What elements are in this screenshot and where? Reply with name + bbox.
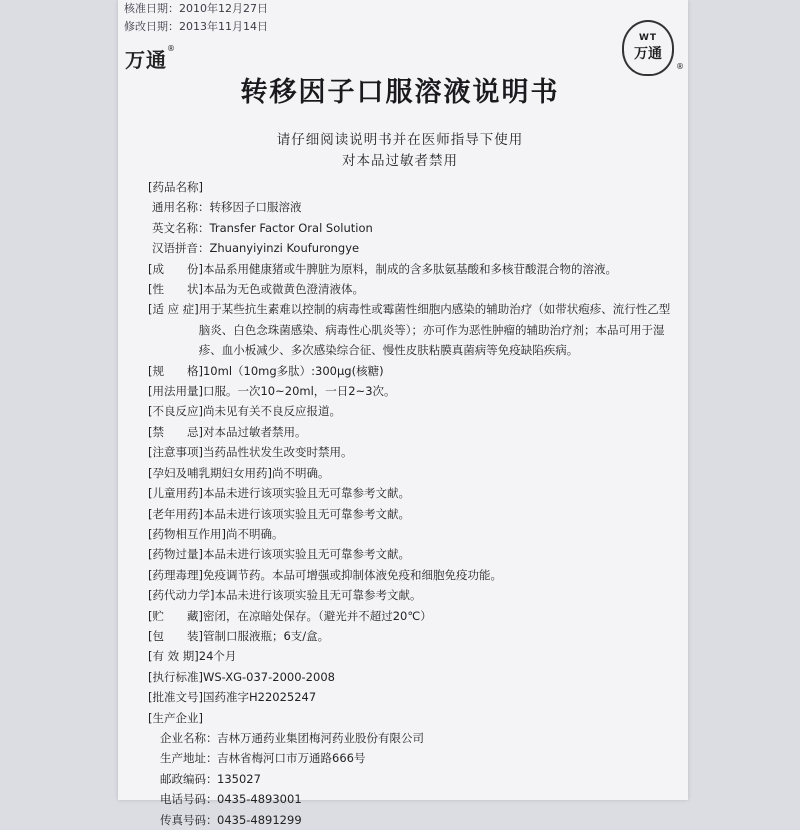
row-pinyin (148, 238, 678, 258)
row-overdose (148, 544, 678, 564)
validity-label: [有 效 期] (148, 649, 199, 664)
section-manufacturer (148, 708, 678, 728)
row-ingredients (148, 259, 678, 279)
pinyin-label: 汉语拼音： (152, 241, 210, 256)
row-contraindications (148, 422, 678, 442)
row-pediatric (148, 483, 678, 503)
standard-value: WS-XG-037-2000-2008 (202, 669, 335, 684)
row-spec (148, 361, 678, 381)
overdose-label: [药物过量] (148, 547, 203, 562)
usage-value: 口服。一次10~20ml，一日2~3次。 (202, 384, 396, 399)
seal-bottom-text: 万通 (634, 46, 662, 62)
pharmacology-label: [药理毒理] (148, 567, 203, 582)
fax-label: 传真号码： (160, 812, 218, 827)
brand-logo (125, 44, 176, 73)
geriatric-label: [老年用药] (148, 506, 203, 521)
appearance-value: 本品为无色或微黄色澄清液体。 (202, 282, 364, 297)
indications-value: 用于某些抗生素难以控制的病毒性或霉菌性细胞内感染的辅助治疗（如带状疱疹、流行性乙型脑炎、白色念珠菌感染、病毒性心肌炎等）；亦可作为恶性肿瘤的辅助治疗剂；本品可用于湿疹、血小板减少、多次感染综合征、慢性皮肤粘膜真菌病等免疫缺陷疾病。 (198, 302, 671, 358)
row-usage (148, 381, 678, 401)
contra-label: [禁 忌] (148, 424, 203, 439)
pharmacokinetics-value: 本品未进行该项实验且无可靠参考文献。 (214, 588, 422, 603)
phone-label: 电话号码： (160, 792, 218, 807)
indications-label: [适 应 症] (148, 302, 199, 317)
package-value: 管制口服液瓶；6支/盒。 (202, 628, 330, 643)
contra-value: 对本品过敏者禁用。 (202, 424, 307, 439)
adverse-label: [不良反应] (148, 404, 203, 419)
approval-label: [批准文号] (148, 690, 203, 705)
storage-label: [贮 藏] (148, 608, 203, 623)
validity-value: 24个月 (198, 649, 237, 664)
approval-value: 国药准字H22025247 (202, 690, 317, 705)
interaction-label: [药物相互作用] (148, 526, 226, 541)
row-interaction (148, 524, 678, 544)
ingredients-value: 本品系用健康猪或牛脾脏为原料，制成的含多肽氨基酸和多核苷酸混合物的溶液。 (202, 261, 617, 276)
row-pharmacokinetics (148, 585, 678, 605)
row-cautions (148, 442, 678, 462)
english-name-label: 英文名称： (152, 220, 210, 235)
row-pregnancy (148, 463, 678, 483)
adverse-value: 尚未见有关不良反应报道。 (202, 404, 341, 419)
standard-label: [执行标准] (148, 669, 203, 684)
subtitle-instruction: 请仔细阅读说明书并在医师指导下使用 (276, 132, 524, 148)
english-name-value: Transfer Factor Oral Solution (209, 220, 373, 235)
pinyin-value: Zhuanyiyinzi Koufurongye (209, 241, 360, 256)
appearance-label: [性 状] (148, 282, 203, 297)
row-company-name (148, 728, 678, 748)
pharmacokinetics-label: [药代动力学] (148, 588, 215, 603)
phone-value: 0435-4893001 (217, 792, 302, 807)
document-title: 转移因子口服溶液说明书 (240, 77, 560, 108)
row-pharmacology (148, 565, 678, 585)
row-adverse (148, 401, 678, 421)
pregnancy-value: 尚不明确。 (271, 465, 330, 480)
pediatric-label: [儿童用药] (148, 486, 203, 501)
row-approval (148, 687, 678, 707)
row-zip (148, 769, 678, 789)
generic-name-label: 通用名称： (152, 200, 210, 215)
seal-registered-mark: ® (676, 62, 684, 71)
usage-label: [用法用量] (148, 384, 203, 399)
spec-value: 10ml（10mg多肽）:300μg(核糖) (202, 363, 384, 378)
manufacturer-block (148, 728, 678, 830)
revision-date: 修改日期：2013年11月14日 (124, 20, 268, 33)
row-english-name (148, 218, 678, 238)
cautions-value: 当药品性状发生改变时禁用。 (202, 445, 353, 460)
ingredients-label: [成 份] (148, 261, 203, 276)
package-label: [包 装] (148, 628, 203, 643)
zip-value: 135027 (217, 771, 261, 786)
generic-name-value: 转移因子口服溶液 (209, 200, 302, 215)
overdose-value: 本品未进行该项实验且无可靠参考文献。 (202, 547, 410, 562)
brand-seal (622, 20, 674, 76)
row-validity (148, 646, 678, 666)
company-name-value: 吉林万通药业集团梅河药业股份有限公司 (217, 730, 424, 745)
pregnancy-label: [孕妇及哺乳期妇女用药] (148, 465, 272, 480)
date-block (124, 0, 268, 36)
zip-label: 邮政编码： (160, 771, 218, 786)
row-storage (148, 606, 678, 626)
row-fax (148, 810, 678, 830)
manufacturer-label: [生产企业] (148, 710, 203, 725)
address-label: 生产地址： (160, 751, 218, 766)
subtitle-warning: 对本品过敏者禁用 (342, 153, 458, 169)
brand-registered-mark: ® (167, 44, 176, 53)
cautions-label: [注意事项] (148, 445, 203, 460)
row-phone (148, 789, 678, 809)
approval-date: 核准日期：2010年12月27日 (124, 2, 268, 15)
seal-top-text: WT (638, 33, 658, 43)
interaction-value: 尚不明确。 (225, 526, 284, 541)
company-name-label: 企业名称： (160, 730, 218, 745)
pharmacology-value: 免疫调节药。本品可增强或抑制体液免疫和细胞免疫功能。 (202, 567, 502, 582)
section-drug-name (148, 177, 678, 197)
row-standard (148, 667, 678, 687)
pediatric-value: 本品未进行该项实验且无可靠参考文献。 (202, 486, 410, 501)
row-geriatric (148, 504, 678, 524)
row-package (148, 626, 678, 646)
spec-label: [规 格] (148, 363, 203, 378)
row-address (148, 748, 678, 768)
row-generic-name (148, 197, 678, 217)
row-indications (148, 299, 678, 360)
address-value: 吉林省梅河口市万通路666号 (217, 751, 366, 766)
geriatric-value: 本品未进行该项实验且无可靠参考文献。 (202, 506, 410, 521)
brand-text: 万通 (125, 48, 167, 72)
fax-value: 0435-4891299 (217, 812, 302, 827)
drug-name-label: [药品名称] (148, 180, 203, 194)
storage-value: 密闭，在凉暗处保存。（避光并不超过20℃） (202, 608, 432, 623)
row-appearance (148, 279, 678, 299)
leaflet-content (148, 177, 678, 830)
